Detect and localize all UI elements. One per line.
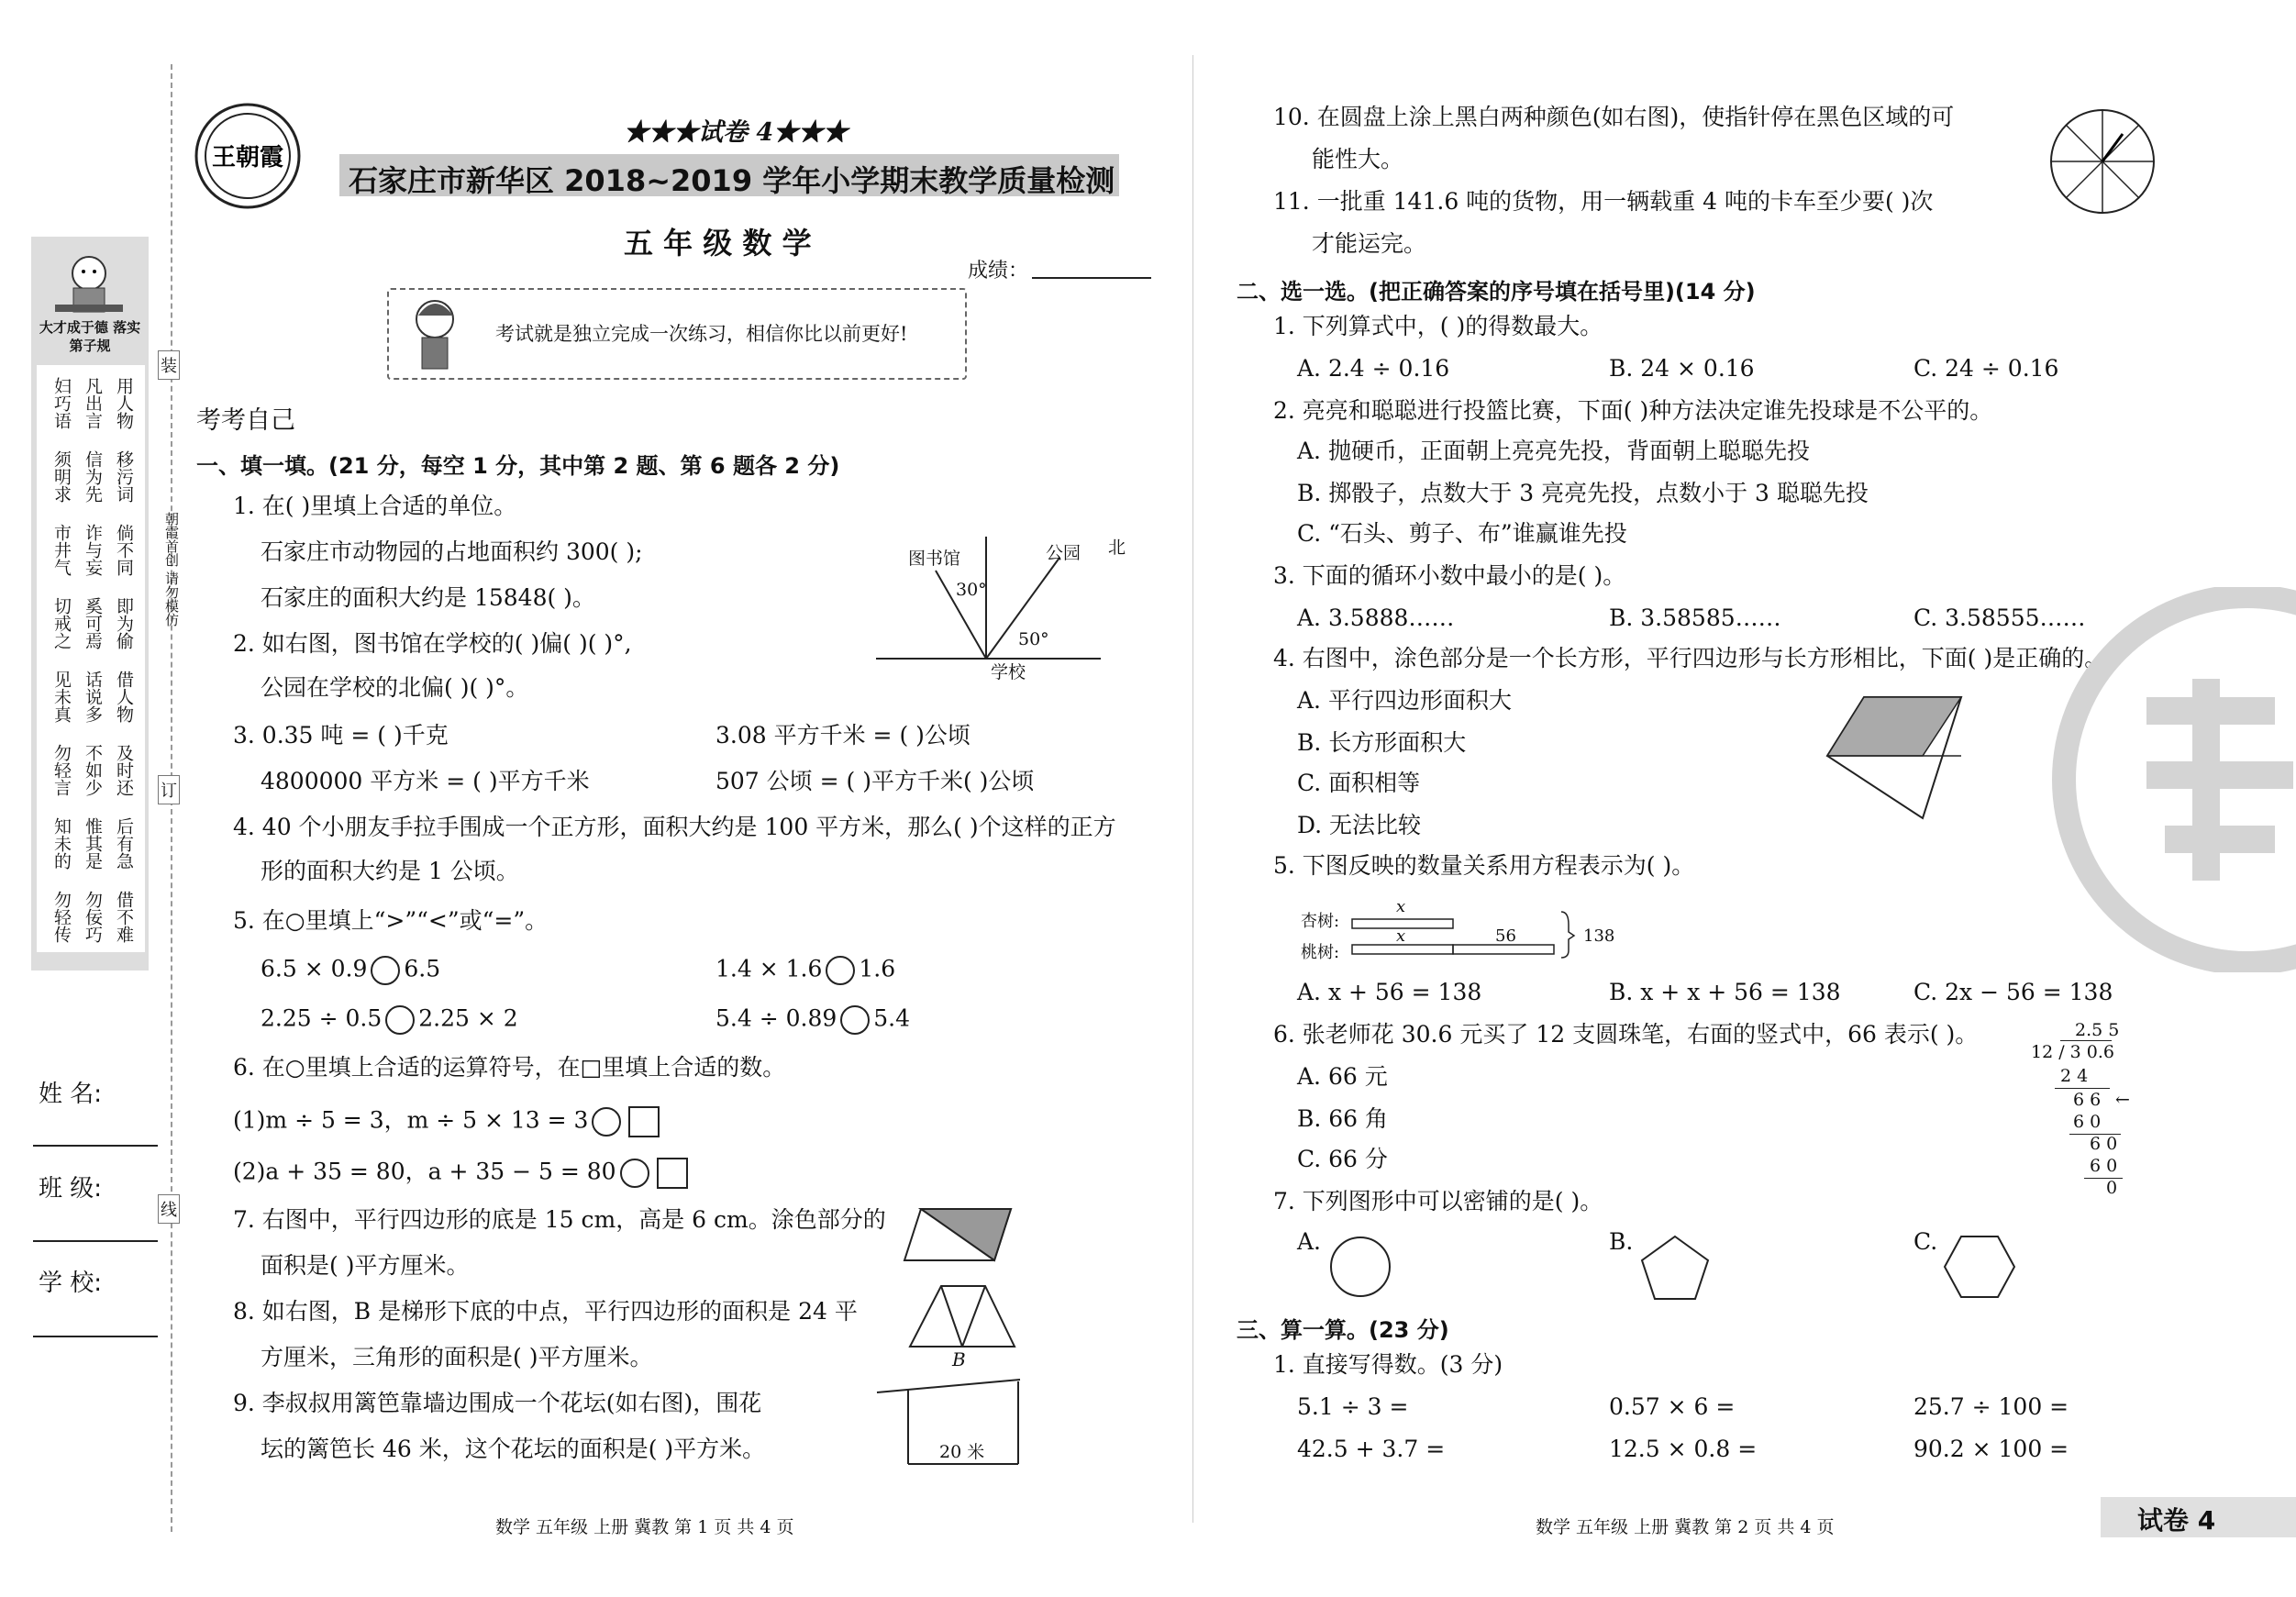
binding-mark-2: 订 [158,775,180,804]
answer-circle[interactable] [385,1005,415,1035]
sidebar-rule-column: 移污词 [114,449,134,503]
q1a: 石家庄市动物园的占地面积约 300( ); [261,538,643,565]
c1-opt-a: A. 2.4 ÷ 0.16 [1297,355,1450,382]
exam-subtitle: 五 年 级 数 学 [624,226,812,261]
answer-circle[interactable] [592,1107,621,1137]
fig-b-label: B [952,1348,966,1370]
answer-circle[interactable] [620,1159,649,1188]
sidebar-rule-column: 知未的 [51,816,72,870]
sidebar-rule-column: 勿轻传 [51,890,72,943]
school-field[interactable] [33,1336,158,1337]
fig-north: 北 [1108,538,1126,558]
q6b-text: (2)a + 35 = 80，a + 35 − 5 = 80 [233,1158,616,1185]
name-field[interactable] [33,1145,158,1147]
q6a [233,1106,660,1137]
fig-park: 公园 [1046,543,1081,563]
q8a: 8. 如右图，B 是梯形下底的中点，平行四边形的面积是 24 平 [233,1298,858,1325]
c5-opt-b: B. x + x + 56 = 138 [1609,979,1841,1005]
series-label: ★★★试卷 4★★★ [624,118,849,147]
q5c [261,1005,518,1035]
q9b: 坛的篱笆长 46 米，这个花坛的面积是( )平方米。 [261,1436,766,1462]
sidebar-rule-column: 不如少 [83,743,103,796]
c3-opt-a: A. 3.5888…… [1297,604,1455,631]
answer-circle[interactable] [371,956,400,985]
q1b: 石家庄的面积大约是 15848( )。 [261,584,595,611]
calc-1: 5.1 ÷ 3 = [1297,1393,1409,1420]
mascot-illustration [48,246,130,327]
c4-opt-d: D. 无法比较 [1297,812,1422,838]
answer-circle[interactable] [840,1005,870,1035]
hexagon-shape [1943,1235,2016,1299]
q5d [715,1005,910,1035]
sidebar-rule-column: 后有急 [114,816,134,870]
exam-title: 石家庄市新华区 2018~2019 学年小学期末教学质量检测 [349,163,1115,198]
c4: 4. 右图中，涂色部分是一个长方形，平行四边形与长方形相比，下面( )是正确的。 [1273,645,2108,671]
page-divider [1192,55,1193,1523]
sidebar-rule-column: 话说多 [83,670,103,723]
sidebar-rule-column: 市井气 [51,523,72,576]
bar-138: 138 [1583,926,1615,946]
div-step-3: 6 0 [2073,1112,2102,1132]
binding-small-text: 朝霞首创 请勿模仿 [163,511,180,627]
spinner-figure [2047,106,2157,216]
section2-title: 二、选一选。(把正确答案的序号填在括号里)(14 分) [1237,279,1756,305]
q6a-text: (1)m ÷ 5 = 3，m ÷ 5 × 13 = 3 [233,1106,589,1134]
sidebar-rule-column: 须明求 [51,449,72,503]
sidebar-rule-column: 切戒之 [51,596,72,649]
q5d-left: 5.4 ÷ 0.89 [715,1004,837,1032]
answer-box[interactable] [628,1106,660,1137]
sidebar-motto: 大才成于德 落实第子规 [39,319,141,354]
q5a-right: 6.5 [404,955,441,982]
c1: 1. 下列算式中，( )的得数最大。 [1273,313,1603,339]
c7-opt-c: C. [1913,1228,1938,1255]
c5: 5. 下图反映的数量关系用方程表示为( )。 [1273,852,1695,879]
sidebar-rule-column: 勿佞巧 [83,890,103,943]
score-field[interactable] [1032,277,1151,279]
c2-opt-c: C. “石头、剪子、布”谁赢谁先投 [1297,520,1627,547]
q2b: 公园在学校的北偏( )( )°。 [261,674,529,701]
c7: 7. 下列图形中可以密铺的是( )。 [1273,1188,1603,1214]
page2-footer: 数学 五年级 上册 冀教 第 2 页 共 4 页 [1536,1517,1835,1537]
q6: 6. 在○里填上合适的运算符号，在□里填上合适的数。 [233,1054,786,1081]
secret-seal-watermark [2036,587,2296,972]
q10b: 能性大。 [1312,146,1404,172]
sidebar-rule-column: 见未真 [51,670,72,723]
intro-heading: 考考自己 [196,406,295,435]
fig-angle-30: 30° [956,580,987,600]
girl-illustration [402,292,473,376]
c4-opt-b: B. 长方形面积大 [1297,729,1467,756]
sidebar-rule-column: 及时还 [114,743,134,796]
q5d-right: 5.4 [873,1004,911,1032]
section1-title: 一、填一填。(21 分，每空 1 分，其中第 2 题、第 6 题各 2 分) [196,453,840,479]
calc-2: 0.57 × 6 = [1609,1393,1736,1420]
bar-x-1: x [1396,897,1406,916]
q10a: 10. 在圆盘上涂上黑白两种颜色(如右图)，使指针停在黑色区域的可 [1273,104,1955,130]
c3-opt-c: C. 3.58555…… [1913,604,2086,631]
c6-opt-c: C. 66 分 [1297,1146,1388,1172]
fig-20m: 20 米 [939,1442,985,1462]
motto-text: 考试就是独立完成一次练习，相信你比以前更好! [495,323,908,345]
q5b [715,956,895,985]
calc-5: 12.5 × 0.8 = [1609,1436,1758,1462]
div-step-5: 6 0 [2090,1156,2118,1176]
q5c-right: 2.25 × 2 [418,1004,518,1032]
c4-opt-c: C. 面积相等 [1297,770,1421,796]
c6-opt-b: B. 66 角 [1297,1105,1389,1132]
c1-opt-b: B. 24 × 0.16 [1609,355,1755,382]
fig-school: 学校 [991,662,1026,682]
c1-opt-c: C. 24 ÷ 0.16 [1913,355,2059,382]
div-step-2: 6 6 [2073,1090,2102,1110]
fig-angle-50: 50° [1018,629,1049,649]
logo-text: 王朝霞 [211,144,284,172]
q5a-left: 6.5 × 0.9 [261,955,368,982]
c2: 2. 亮亮和聪聪进行投篮比赛，下面( )种方法决定谁先投球是不公平的。 [1273,397,1993,424]
q7a: 7. 右图中，平行四边形的底是 15 cm，高是 6 cm。涂色部分的 [233,1206,886,1233]
binding-mark-1: 装 [158,350,180,380]
div-dividend: 12 / 3 0.6 [2031,1042,2115,1062]
sidebar-rule-column: 用人物 [114,376,134,429]
q7b: 面积是( )平方厘米。 [261,1252,470,1279]
sidebar-rule-column: 倘不同 [114,523,134,576]
c2-opt-a: A. 抛硬币，正面朝上亮亮先投，背面朝上聪聪先投 [1297,438,1810,464]
q5b-left: 1.4 × 1.6 [715,955,823,982]
c7-opt-a: A. [1297,1228,1322,1255]
class-field[interactable] [33,1240,158,1242]
circle-shape [1328,1235,1392,1299]
c5-opt-a: A. x + 56 = 138 [1297,979,1482,1005]
trapezoid-figure [908,1284,1018,1350]
div-line-1 [2060,1040,2112,1041]
q11b: 才能运完。 [1312,230,1427,257]
sidebar-rule-column: 诈与妄 [83,523,103,576]
c7-opt-b: B. [1609,1228,1634,1255]
sidebar-rule-column: 惟其是 [83,816,103,870]
c2-opt-b: B. 掷骰子，点数大于 3 亮亮先投，点数小于 3 聪聪先投 [1297,480,1869,506]
c3: 3. 下面的循环小数中最小的是( )。 [1273,562,1626,589]
c6-opt-a: A. 66 元 [1297,1063,1388,1090]
c3-opt-b: B. 3.58585…… [1609,604,1781,631]
sidebar-rule-column: 勿轻言 [51,743,72,796]
arrow-66: ← [2115,1090,2130,1110]
corner-label: 试卷 4 [2137,1505,2216,1536]
fig-library: 图书馆 [908,549,961,569]
q8b: 方厘米，三角形的面积是( )平方厘米。 [261,1344,653,1370]
bar-x-2: x [1396,926,1406,946]
c5-opt-c: C. 2x − 56 = 138 [1913,979,2113,1005]
div-line-2 [2055,1088,2110,1089]
q5b-right: 1.6 [859,955,896,982]
bar-apricot: 杏树: [1301,912,1340,931]
calc-6: 90.2 × 100 = [1913,1436,2069,1462]
q3d: 507 公顷 = ( )平方千米( )公顷 [715,768,1035,794]
score-label: 成绩： [968,260,1029,283]
q4b: 形的面积大约是 1 公顷。 [261,858,519,884]
sidebar-rule-column: 妇巧语 [51,376,72,429]
q5a [261,956,440,985]
calc-4: 42.5 + 3.7 = [1297,1436,1446,1462]
c6: 6. 张老师花 30.6 元买了 12 支圆珠笔，右面的竖式中，66 表示( )。 [1273,1021,1979,1048]
page1-footer: 数学 五年级 上册 冀教 第 1 页 共 4 页 [495,1517,794,1537]
sidebar-rule-column: 即为偷 [114,596,134,649]
div-remainder: 0 [2106,1178,2118,1198]
q3c: 4800000 平方米 = ( )平方千米 [261,768,590,794]
q11a: 11. 一批重 141.6 吨的货物，用一辆载重 4 吨的卡车至少要( )次 [1273,188,1934,215]
parallelogram-rect-figure [1825,693,1963,822]
answer-box[interactable] [657,1158,688,1189]
school-label: 学 校: [39,1270,103,1297]
q9a: 9. 李叔叔用篱笆靠墙边围成一个花坛(如右图)，围花 [233,1390,762,1416]
name-label: 姓 名: [39,1081,103,1108]
bar-peach: 桃树: [1301,943,1340,962]
div-step-1: 2 4 [2060,1066,2089,1086]
sidebar-rule-column: 借不难 [114,890,134,943]
c4-opt-a: A. 平行四边形面积大 [1297,687,1512,714]
calc-3: 25.7 ÷ 100 = [1913,1393,2069,1420]
q2a: 2. 如右图，图书馆在学校的( )偏( )( )°, [233,630,632,657]
binding-mark-3: 线 [158,1194,180,1224]
q5: 5. 在○里填上“>”“<”或“=”。 [233,907,549,934]
section3-title: 三、算一算。(23 分) [1237,1317,1449,1343]
q4a: 4. 40 个小朋友手拉手围成一个正方形，面积大约是 100 平方米，那么( )个这样的正方 [233,814,1116,840]
sidebar-rule-column: 凡出言 [83,376,103,429]
q5c-left: 2.25 ÷ 0.5 [261,1004,383,1032]
parallelogram-figure [903,1207,1013,1264]
q1: 1. 在( )里填上合适的单位。 [233,493,517,519]
sidebar-rule-column: 奚可焉 [83,596,103,649]
bar-56: 56 [1495,926,1516,946]
q3a: 3. 0.35 吨 = ( )千克 [233,722,449,749]
sidebar-rule-column: 信为先 [83,449,103,503]
q3b: 3.08 平方千米 = ( )公顷 [715,722,971,749]
div-quotient: 2.5 5 [2075,1020,2120,1040]
q6b [233,1158,688,1189]
answer-circle[interactable] [826,956,855,985]
s3-q1: 1. 直接写得数。(3 分) [1273,1351,1503,1378]
div-step-4: 6 0 [2090,1134,2118,1154]
equation-bar-figure [1348,906,1578,961]
class-label: 班 级: [39,1175,103,1203]
pentagon-shape [1640,1235,1710,1301]
logo [193,101,303,211]
sidebar-rule-column: 借人物 [114,670,134,723]
